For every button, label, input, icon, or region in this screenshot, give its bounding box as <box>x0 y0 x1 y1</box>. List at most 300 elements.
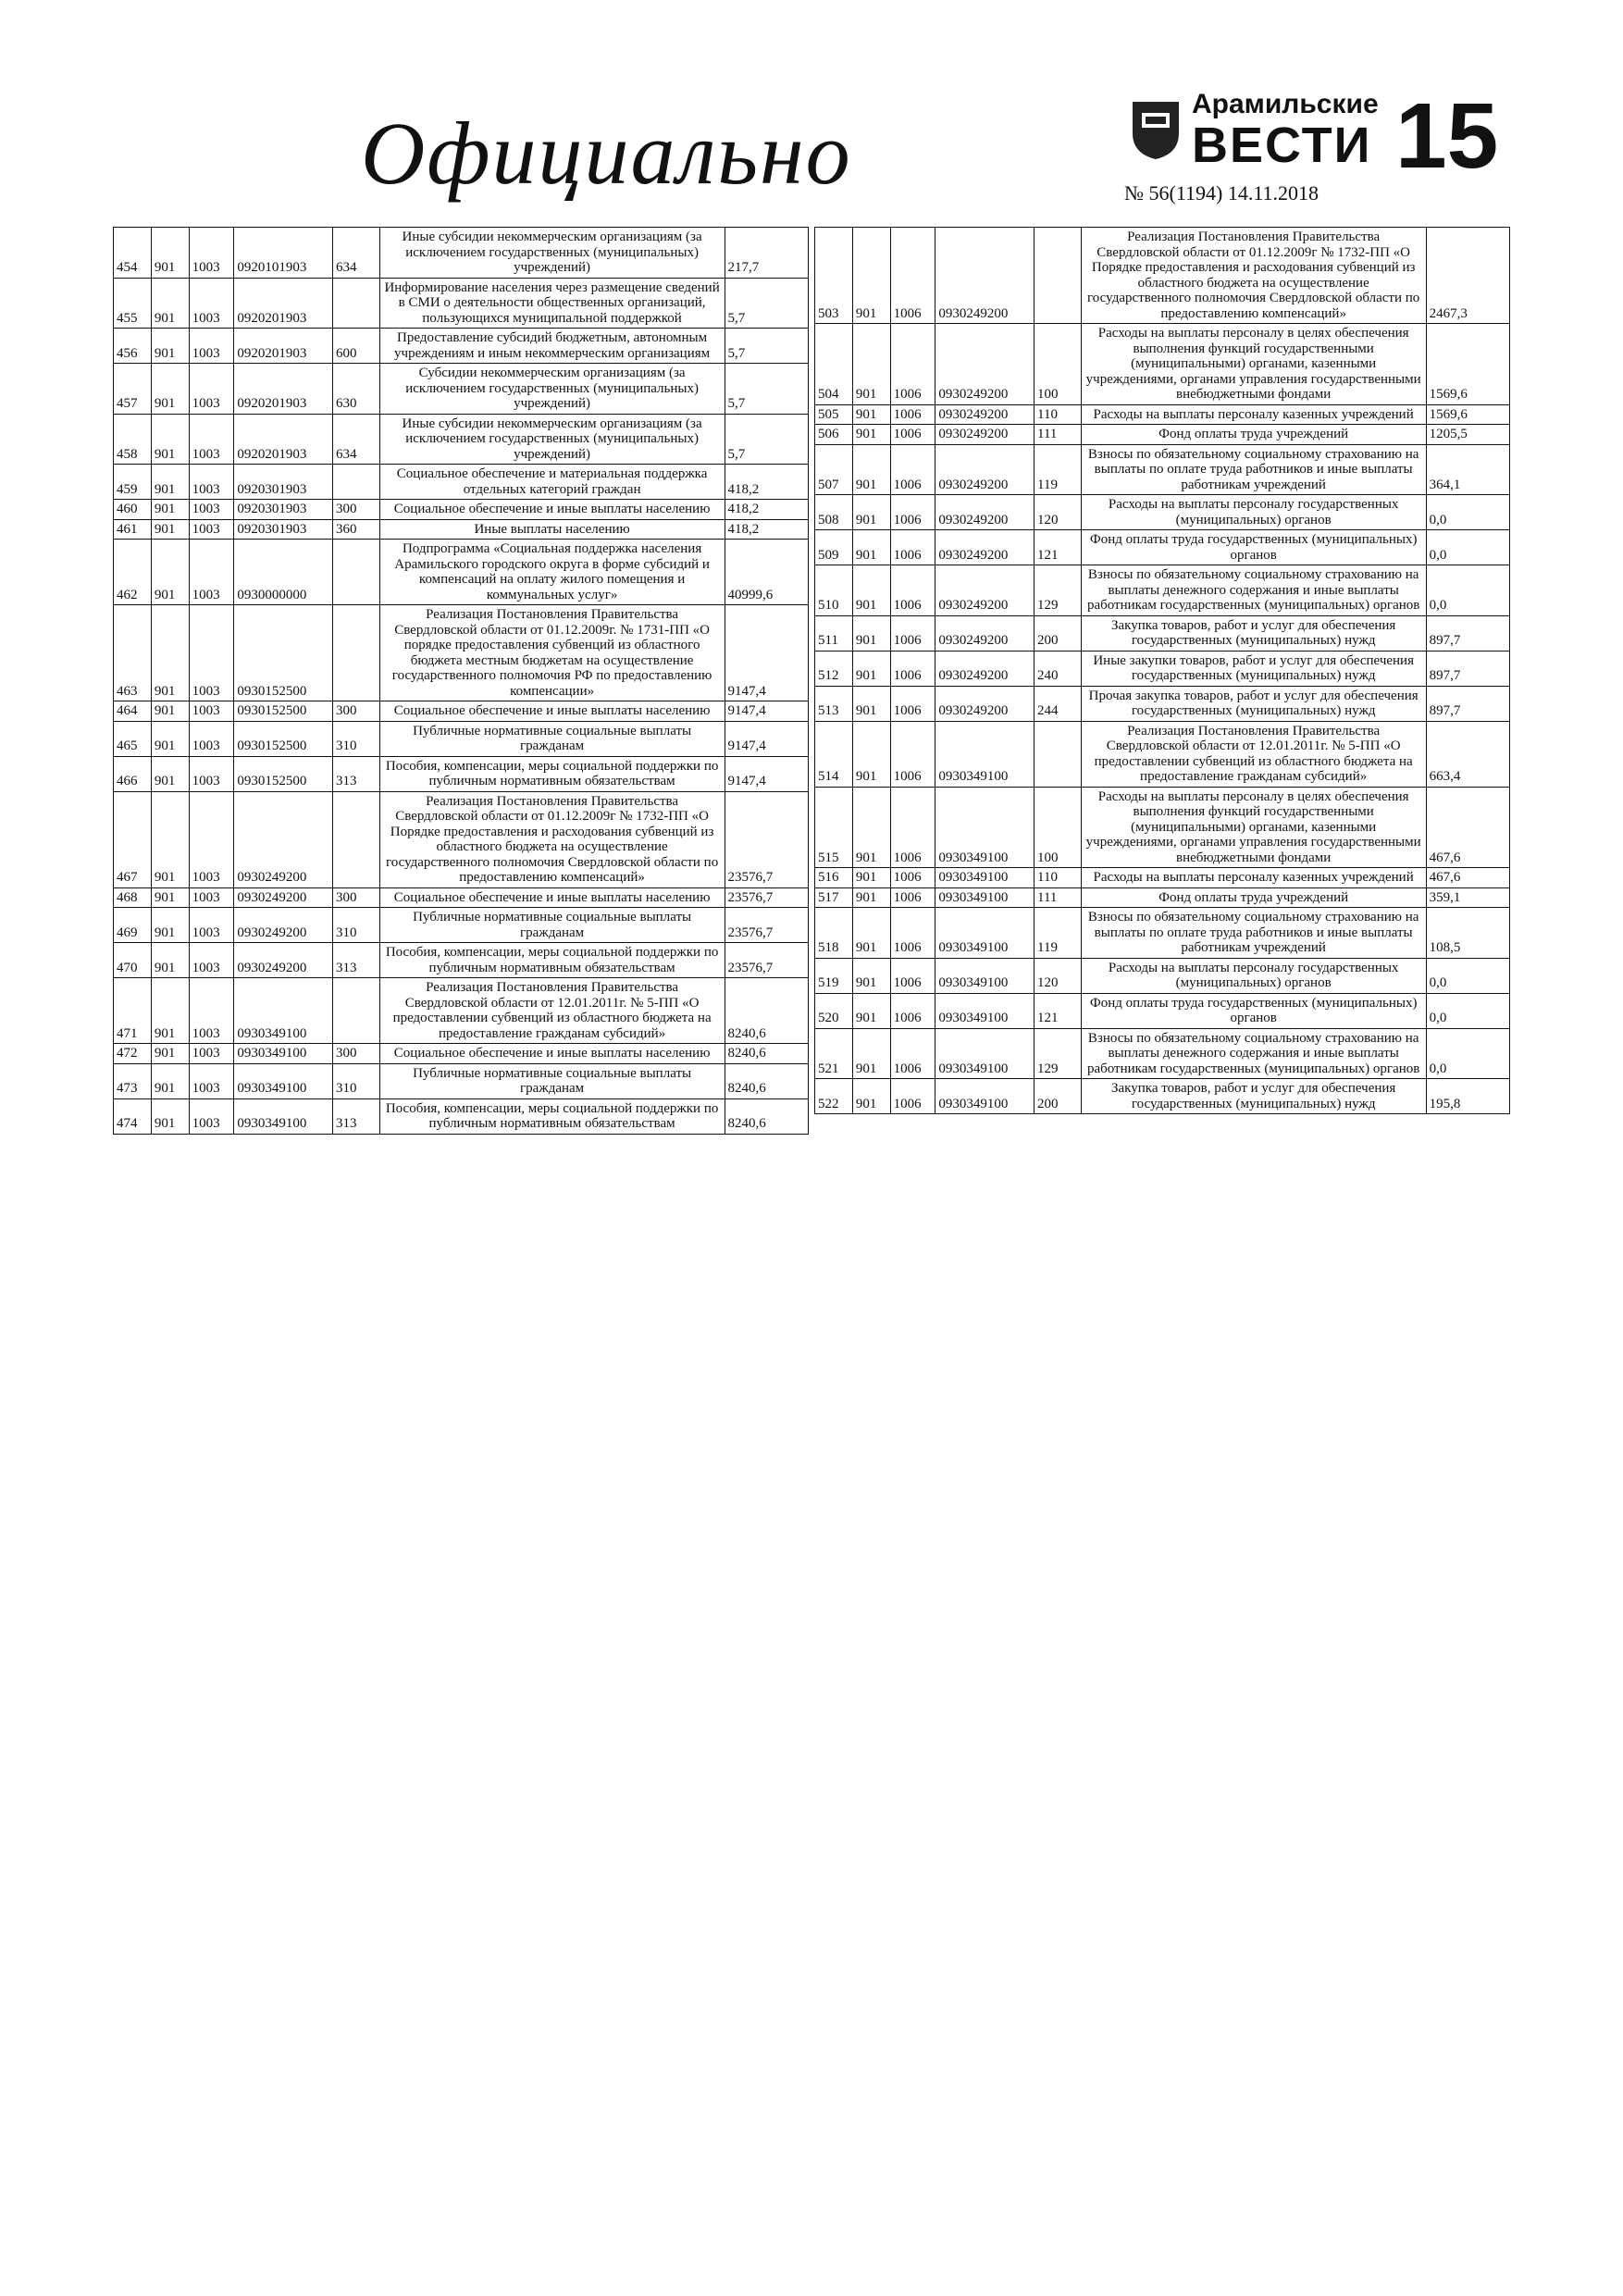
expense-type-cell: 313 <box>333 756 380 791</box>
row-number-cell: 459 <box>114 465 152 500</box>
table-row <box>114 887 809 908</box>
department-code-cell: 901 <box>852 228 890 324</box>
description-cell: Фонд оплаты труда учреждений <box>1081 887 1426 908</box>
row-number-cell: 474 <box>114 1098 152 1134</box>
table-row <box>815 324 1510 405</box>
target-article-cell: 0930249200 <box>935 495 1035 530</box>
table-row <box>114 519 809 540</box>
department-code-cell: 901 <box>852 787 890 868</box>
target-article-cell: 0930349100 <box>234 1063 333 1098</box>
table-row <box>815 868 1510 888</box>
description-cell: Расходы на выплаты персоналу в целях обеспечения выполнения функций государственными (муниципальными) органами, казенными учреждениями, органами управления государственными внебюджетными фондами <box>1081 324 1426 405</box>
section-code-cell: 1006 <box>890 721 935 787</box>
page-header <box>0 0 1623 222</box>
table-row <box>114 978 809 1044</box>
amount-cell: 5,7 <box>725 364 808 415</box>
description-cell: Пособия, компенсации, меры социальной поддержки по публичным нормативным обязательствам <box>379 756 725 791</box>
expense-type-cell: 240 <box>1035 651 1082 686</box>
amount-cell: 8240,6 <box>725 978 808 1044</box>
table-row <box>114 278 809 329</box>
department-code-cell: 901 <box>151 605 189 701</box>
department-code-cell: 901 <box>852 868 890 888</box>
section-code-cell: 1003 <box>189 228 234 279</box>
section-code-cell: 1006 <box>890 565 935 616</box>
table-row <box>114 364 809 415</box>
right-budget-table <box>814 227 1510 1114</box>
right-column <box>814 227 1510 1114</box>
target-article-cell: 0920201903 <box>234 414 333 465</box>
table-row <box>114 721 809 756</box>
section-code-cell: 1006 <box>890 228 935 324</box>
target-article-cell: 0930349100 <box>234 1098 333 1134</box>
section-code-cell: 1006 <box>890 615 935 651</box>
department-code-cell: 901 <box>151 756 189 791</box>
department-code-cell: 901 <box>151 887 189 908</box>
description-cell: Расходы на выплаты персоналу казенных учреждений <box>1081 868 1426 888</box>
section-code-cell: 1006 <box>890 495 935 530</box>
department-code-cell: 901 <box>151 701 189 722</box>
expense-type-cell: 310 <box>333 1063 380 1098</box>
amount-cell: 1569,6 <box>1426 324 1509 405</box>
section-code-cell: 1003 <box>189 500 234 520</box>
target-article-cell: 0930349100 <box>935 958 1035 993</box>
amount-cell: 418,2 <box>725 465 808 500</box>
amount-cell: 1569,6 <box>1426 404 1509 425</box>
target-article-cell: 0930249200 <box>935 530 1035 565</box>
description-cell: Расходы на выплаты персоналу казенных учреждений <box>1081 404 1426 425</box>
expense-type-cell: 129 <box>1035 1028 1082 1079</box>
target-article-cell: 0930249200 <box>234 887 333 908</box>
target-article-cell: 0930249200 <box>935 444 1035 495</box>
department-code-cell: 901 <box>151 791 189 887</box>
target-article-cell: 0930349100 <box>935 993 1035 1028</box>
expense-type-cell: 310 <box>333 721 380 756</box>
table-row <box>114 756 809 791</box>
row-number-cell: 509 <box>815 530 853 565</box>
amount-cell: 9147,4 <box>725 605 808 701</box>
row-number-cell: 458 <box>114 414 152 465</box>
amount-cell: 0,0 <box>1426 530 1509 565</box>
row-number-cell: 521 <box>815 1028 853 1079</box>
amount-cell: 0,0 <box>1426 1028 1509 1079</box>
target-article-cell: 0930349100 <box>935 868 1035 888</box>
row-number-cell: 508 <box>815 495 853 530</box>
table-row <box>815 993 1510 1028</box>
target-article-cell: 0920201903 <box>234 364 333 415</box>
table-row <box>815 444 1510 495</box>
department-code-cell: 901 <box>852 908 890 959</box>
section-code-cell: 1006 <box>890 787 935 868</box>
newspaper-logo <box>1127 80 1379 181</box>
expense-type-cell: 630 <box>333 364 380 415</box>
row-number-cell: 466 <box>114 756 152 791</box>
expense-type-cell: 300 <box>333 887 380 908</box>
description-cell: Социальное обеспечение и иные выплаты населению <box>379 1044 725 1064</box>
department-code-cell: 901 <box>852 615 890 651</box>
table-row <box>815 787 1510 868</box>
expense-type-cell: 300 <box>333 701 380 722</box>
section-code-cell: 1006 <box>890 958 935 993</box>
table-row <box>114 701 809 722</box>
expense-type-cell: 121 <box>1035 530 1082 565</box>
target-article-cell: 0930349100 <box>234 1044 333 1064</box>
description-cell: Иные субсидии некоммерческим организациям (за исключением государственных (муниципальных) учреждений) <box>379 228 725 279</box>
department-code-cell: 901 <box>852 651 890 686</box>
row-number-cell: 514 <box>815 721 853 787</box>
description-cell: Социальное обеспечение и материальная поддержка отдельных категорий граждан <box>379 465 725 500</box>
section-code-cell: 1006 <box>890 887 935 908</box>
description-cell: Реализация Постановления Правительства Свердловской области от 01.12.2009г № 1732-ПП «О Порядке предоставления и расходования субвенций из областного бюджета на осуществление государственного полномочия Свердловской области по предоставлению компенсаций» <box>379 791 725 887</box>
section-code-cell: 1006 <box>890 324 935 405</box>
amount-cell: 897,7 <box>1426 686 1509 721</box>
description-cell: Подпрограмма «Социальная поддержка населения Арамильского городского округа в форме субсидий и компенсаций на оплату жилого помещения и коммунальных услуг» <box>379 540 725 605</box>
expense-type-cell: 100 <box>1035 324 1082 405</box>
department-code-cell: 901 <box>852 425 890 445</box>
row-number-cell: 461 <box>114 519 152 540</box>
row-number-cell: 457 <box>114 364 152 415</box>
department-code-cell: 901 <box>852 530 890 565</box>
page-number: 15 <box>1395 84 1499 188</box>
row-number-cell: 456 <box>114 329 152 364</box>
row-number-cell: 512 <box>815 651 853 686</box>
description-cell: Расходы на выплаты персоналу государственных (муниципальных) органов <box>1081 495 1426 530</box>
row-number-cell: 503 <box>815 228 853 324</box>
row-number-cell: 473 <box>114 1063 152 1098</box>
section-code-cell: 1003 <box>189 540 234 605</box>
target-article-cell: 0930349100 <box>935 1028 1035 1079</box>
description-cell: Социальное обеспечение и иные выплаты населению <box>379 887 725 908</box>
section-code-cell: 1006 <box>890 1028 935 1079</box>
table-row <box>114 943 809 978</box>
target-article-cell: 0920301903 <box>234 465 333 500</box>
row-number-cell: 520 <box>815 993 853 1028</box>
table-row <box>815 228 1510 324</box>
description-cell: Публичные нормативные социальные выплаты гражданам <box>379 1063 725 1098</box>
section-code-cell: 1003 <box>189 364 234 415</box>
description-cell: Фонд оплаты труда государственных (муниципальных) органов <box>1081 993 1426 1028</box>
row-number-cell: 522 <box>815 1079 853 1114</box>
section-code-cell: 1006 <box>890 651 935 686</box>
table-row <box>114 1044 809 1064</box>
description-cell: Информирование населения через размещение сведений в СМИ о деятельности общественных организаций, пользующихся муниципальной поддержкой <box>379 278 725 329</box>
expense-type-cell: 310 <box>333 908 380 943</box>
section-code-cell: 1003 <box>189 414 234 465</box>
table-row <box>114 540 809 605</box>
description-cell: Социальное обеспечение и иные выплаты населению <box>379 701 725 722</box>
section-code-cell: 1006 <box>890 444 935 495</box>
row-number-cell: 510 <box>815 565 853 616</box>
expense-type-cell: 129 <box>1035 565 1082 616</box>
description-cell: Иные выплаты населению <box>379 519 725 540</box>
amount-cell: 0,0 <box>1426 993 1509 1028</box>
expense-type-cell: 634 <box>333 414 380 465</box>
row-number-cell: 513 <box>815 686 853 721</box>
amount-cell: 467,6 <box>1426 787 1509 868</box>
target-article-cell: 0930152500 <box>234 605 333 701</box>
row-number-cell: 511 <box>815 615 853 651</box>
amount-cell: 8240,6 <box>725 1098 808 1134</box>
target-article-cell: 0930349100 <box>935 787 1035 868</box>
description-cell: Прочая закупка товаров, работ и услуг для обеспечения государственных (муниципальных) нужд <box>1081 686 1426 721</box>
department-code-cell: 901 <box>852 887 890 908</box>
table-row <box>815 495 1510 530</box>
expense-type-cell: 111 <box>1035 887 1082 908</box>
section-code-cell: 1003 <box>189 1044 234 1064</box>
expense-type-cell: 120 <box>1035 958 1082 993</box>
section-code-cell: 1003 <box>189 605 234 701</box>
department-code-cell: 901 <box>151 1063 189 1098</box>
description-cell: Расходы на выплаты персоналу государственных (муниципальных) органов <box>1081 958 1426 993</box>
row-number-cell: 460 <box>114 500 152 520</box>
department-code-cell: 901 <box>852 565 890 616</box>
amount-cell: 663,4 <box>1426 721 1509 787</box>
section-code-cell: 1003 <box>189 721 234 756</box>
department-code-cell: 901 <box>852 993 890 1028</box>
amount-cell: 364,1 <box>1426 444 1509 495</box>
expense-type-cell <box>333 540 380 605</box>
department-code-cell: 901 <box>151 228 189 279</box>
department-code-cell: 901 <box>852 444 890 495</box>
expense-type-cell: 119 <box>1035 908 1082 959</box>
section-code-cell: 1003 <box>189 1063 234 1098</box>
section-code-cell: 1006 <box>890 425 935 445</box>
row-number-cell: 519 <box>815 958 853 993</box>
amount-cell: 5,7 <box>725 278 808 329</box>
left-column <box>113 227 809 1135</box>
description-cell: Фонд оплаты труда учреждений <box>1081 425 1426 445</box>
row-number-cell: 464 <box>114 701 152 722</box>
table-row <box>815 404 1510 425</box>
target-article-cell: 0930349100 <box>935 908 1035 959</box>
amount-cell: 108,5 <box>1426 908 1509 959</box>
amount-cell: 40999,6 <box>725 540 808 605</box>
department-code-cell: 901 <box>151 540 189 605</box>
description-cell: Расходы на выплаты персоналу в целях обеспечения выполнения функций государственными (муниципальными) органами, казенными учреждениями, органами управления государственными внебюджетными фондами <box>1081 787 1426 868</box>
description-cell: Пособия, компенсации, меры социальной поддержки по публичным нормативным обязательствам <box>379 943 725 978</box>
target-article-cell: 0930249200 <box>935 651 1035 686</box>
department-code-cell: 901 <box>852 686 890 721</box>
table-row <box>815 651 1510 686</box>
description-cell: Субсидии некоммерческим организациям (за исключением государственных (муниципальных) учреждений) <box>379 364 725 415</box>
target-article-cell: 0930000000 <box>234 540 333 605</box>
department-code-cell: 901 <box>151 943 189 978</box>
department-code-cell: 901 <box>151 1044 189 1064</box>
section-code-cell: 1003 <box>189 329 234 364</box>
section-code-cell: 1006 <box>890 1079 935 1114</box>
department-code-cell: 901 <box>151 278 189 329</box>
department-code-cell: 901 <box>151 329 189 364</box>
amount-cell: 897,7 <box>1426 615 1509 651</box>
amount-cell: 9147,4 <box>725 701 808 722</box>
target-article-cell: 0930249200 <box>935 425 1035 445</box>
amount-cell: 5,7 <box>725 414 808 465</box>
section-code-cell: 1003 <box>189 701 234 722</box>
table-row <box>815 887 1510 908</box>
amount-cell: 418,2 <box>725 519 808 540</box>
row-number-cell: 470 <box>114 943 152 978</box>
amount-cell: 1205,5 <box>1426 425 1509 445</box>
expense-type-cell <box>333 978 380 1044</box>
amount-cell: 9147,4 <box>725 721 808 756</box>
target-article-cell: 0930249200 <box>935 615 1035 651</box>
section-code-cell: 1003 <box>189 791 234 887</box>
target-article-cell: 0920301903 <box>234 500 333 520</box>
target-article-cell: 0930349100 <box>234 978 333 1044</box>
amount-cell: 23576,7 <box>725 791 808 887</box>
table-row <box>815 615 1510 651</box>
row-number-cell: 472 <box>114 1044 152 1064</box>
description-cell: Реализация Постановления Правительства Свердловской области от 01.12.2009г № 1732-ПП «О Порядке предоставления и расходования субвенций из областного бюджета на осуществление государственного полномочия Свердловской области по предоставлению компенсаций» <box>1081 228 1426 324</box>
target-article-cell: 0930349100 <box>935 721 1035 787</box>
section-code-cell: 1003 <box>189 1098 234 1134</box>
target-article-cell: 0920201903 <box>234 278 333 329</box>
row-number-cell: 462 <box>114 540 152 605</box>
table-row <box>815 908 1510 959</box>
target-article-cell: 0930152500 <box>234 756 333 791</box>
table-row <box>114 228 809 279</box>
row-number-cell: 515 <box>815 787 853 868</box>
expense-type-cell <box>333 605 380 701</box>
amount-cell: 0,0 <box>1426 565 1509 616</box>
description-cell: Реализация Постановления Правительства Свердловской области от 12.01.2011г. № 5-ПП «О предоставлении субвенций из областного бюджета на предоставление гражданам субсидий» <box>1081 721 1426 787</box>
target-article-cell: 0930349100 <box>935 887 1035 908</box>
table-row <box>114 1098 809 1134</box>
description-cell: Закупка товаров, работ и услуг для обеспечения государственных (муниципальных) нужд <box>1081 615 1426 651</box>
table-row <box>114 329 809 364</box>
expense-type-cell: 300 <box>333 500 380 520</box>
table-row <box>815 530 1510 565</box>
description-cell: Публичные нормативные социальные выплаты гражданам <box>379 908 725 943</box>
description-cell: Взносы по обязательному социальному страхованию на выплаты по оплате труда работников и иные выплаты работникам учреждений <box>1081 908 1426 959</box>
amount-cell: 23576,7 <box>725 943 808 978</box>
amount-cell: 418,2 <box>725 500 808 520</box>
brand-main: ВЕСТИ <box>1192 118 1372 173</box>
section-code-cell: 1003 <box>189 943 234 978</box>
expense-type-cell: 121 <box>1035 993 1082 1028</box>
amount-cell: 359,1 <box>1426 887 1509 908</box>
amount-cell: 8240,6 <box>725 1063 808 1098</box>
department-code-cell: 901 <box>852 1028 890 1079</box>
department-code-cell: 901 <box>852 1079 890 1114</box>
row-number-cell: 516 <box>815 868 853 888</box>
table-row <box>114 908 809 943</box>
target-article-cell: 0920201903 <box>234 329 333 364</box>
expense-type-cell: 634 <box>333 228 380 279</box>
section-code-cell: 1003 <box>189 978 234 1044</box>
row-number-cell: 465 <box>114 721 152 756</box>
description-cell: Иные закупки товаров, работ и услуг для обеспечения государственных (муниципальных) нужд <box>1081 651 1426 686</box>
target-article-cell: 0930152500 <box>234 721 333 756</box>
expense-type-cell: 111 <box>1035 425 1082 445</box>
section-code-cell: 1006 <box>890 868 935 888</box>
target-article-cell: 0920301903 <box>234 519 333 540</box>
target-article-cell: 0930152500 <box>234 701 333 722</box>
department-code-cell: 901 <box>151 908 189 943</box>
issue-info: № 56(1194) 14.11.2018 <box>1124 181 1319 205</box>
table-row <box>815 1079 1510 1114</box>
row-number-cell: 468 <box>114 887 152 908</box>
row-number-cell: 455 <box>114 278 152 329</box>
amount-cell: 9147,4 <box>725 756 808 791</box>
description-cell: Взносы по обязательному социальному страхованию на выплаты денежного содержания и иные выплаты работникам государственных (муниципальных) органов <box>1081 1028 1426 1079</box>
row-number-cell: 504 <box>815 324 853 405</box>
amount-cell: 0,0 <box>1426 495 1509 530</box>
target-article-cell: 0930249200 <box>935 404 1035 425</box>
description-cell: Закупка товаров, работ и услуг для обеспечения государственных (муниципальных) нужд <box>1081 1079 1426 1114</box>
expense-type-cell: 200 <box>1035 615 1082 651</box>
expense-type-cell: 120 <box>1035 495 1082 530</box>
expense-type-cell <box>1035 228 1082 324</box>
amount-cell: 8240,6 <box>725 1044 808 1064</box>
section-code-cell: 1003 <box>189 519 234 540</box>
amount-cell: 217,7 <box>725 228 808 279</box>
section-code-cell: 1006 <box>890 908 935 959</box>
expense-type-cell: 119 <box>1035 444 1082 495</box>
section-code-cell: 1006 <box>890 686 935 721</box>
expense-type-cell: 313 <box>333 943 380 978</box>
section-code-cell: 1003 <box>189 756 234 791</box>
target-article-cell: 0930249200 <box>234 943 333 978</box>
expense-type-cell: 244 <box>1035 686 1082 721</box>
description-cell: Взносы по обязательному социальному страхованию на выплаты денежного содержания и иные выплаты работникам государственных (муниципальных) органов <box>1081 565 1426 616</box>
department-code-cell: 901 <box>151 721 189 756</box>
table-row <box>815 1028 1510 1079</box>
description-cell: Реализация Постановления Правительства Свердловской области от 12.01.2011г. № 5-ПП «О предоставлении субвенций из областного бюджета на предоставление гражданам субсидий» <box>379 978 725 1044</box>
amount-cell: 2467,3 <box>1426 228 1509 324</box>
section-code-cell: 1003 <box>189 887 234 908</box>
department-code-cell: 901 <box>852 495 890 530</box>
table-row <box>114 1063 809 1098</box>
expense-type-cell <box>333 791 380 887</box>
table-row <box>114 414 809 465</box>
section-code-cell: 1006 <box>890 404 935 425</box>
description-cell: Реализация Постановления Правительства Свердловской области от 01.12.2009г. № 1731-ПП «О порядке предоставления субвенций из областного бюджета местным бюджетам на осуществление государственного полномочия РФ по предоставлению компенсации» <box>379 605 725 701</box>
section-code-cell: 1003 <box>189 908 234 943</box>
table-row <box>815 565 1510 616</box>
table-row <box>114 465 809 500</box>
expense-type-cell: 600 <box>333 329 380 364</box>
table-row <box>114 605 809 701</box>
expense-type-cell: 300 <box>333 1044 380 1064</box>
left-budget-table <box>113 227 809 1135</box>
department-code-cell: 901 <box>852 324 890 405</box>
row-number-cell: 505 <box>815 404 853 425</box>
section-code-cell: 1003 <box>189 278 234 329</box>
row-number-cell: 454 <box>114 228 152 279</box>
expense-type-cell <box>333 465 380 500</box>
amount-cell: 467,6 <box>1426 868 1509 888</box>
description-cell: Пособия, компенсации, меры социальной поддержки по публичным нормативным обязательствам <box>379 1098 725 1134</box>
amount-cell: 195,8 <box>1426 1079 1509 1114</box>
target-article-cell: 0930249200 <box>234 791 333 887</box>
department-code-cell: 901 <box>852 721 890 787</box>
amount-cell: 5,7 <box>725 329 808 364</box>
department-code-cell: 901 <box>151 1098 189 1134</box>
table-row <box>815 958 1510 993</box>
brand-top: Арамильские <box>1192 89 1379 119</box>
row-number-cell: 506 <box>815 425 853 445</box>
table-row <box>114 791 809 887</box>
target-article-cell: 0930249200 <box>935 228 1035 324</box>
amount-cell: 897,7 <box>1426 651 1509 686</box>
target-article-cell: 0930249200 <box>935 565 1035 616</box>
description-cell: Взносы по обязательному социальному страхованию на выплаты по оплате труда работников и иные выплаты работникам учреждений <box>1081 444 1426 495</box>
expense-type-cell: 100 <box>1035 787 1082 868</box>
row-number-cell: 469 <box>114 908 152 943</box>
target-article-cell: 0920101903 <box>234 228 333 279</box>
target-article-cell: 0930249200 <box>935 324 1035 405</box>
department-code-cell: 901 <box>852 404 890 425</box>
